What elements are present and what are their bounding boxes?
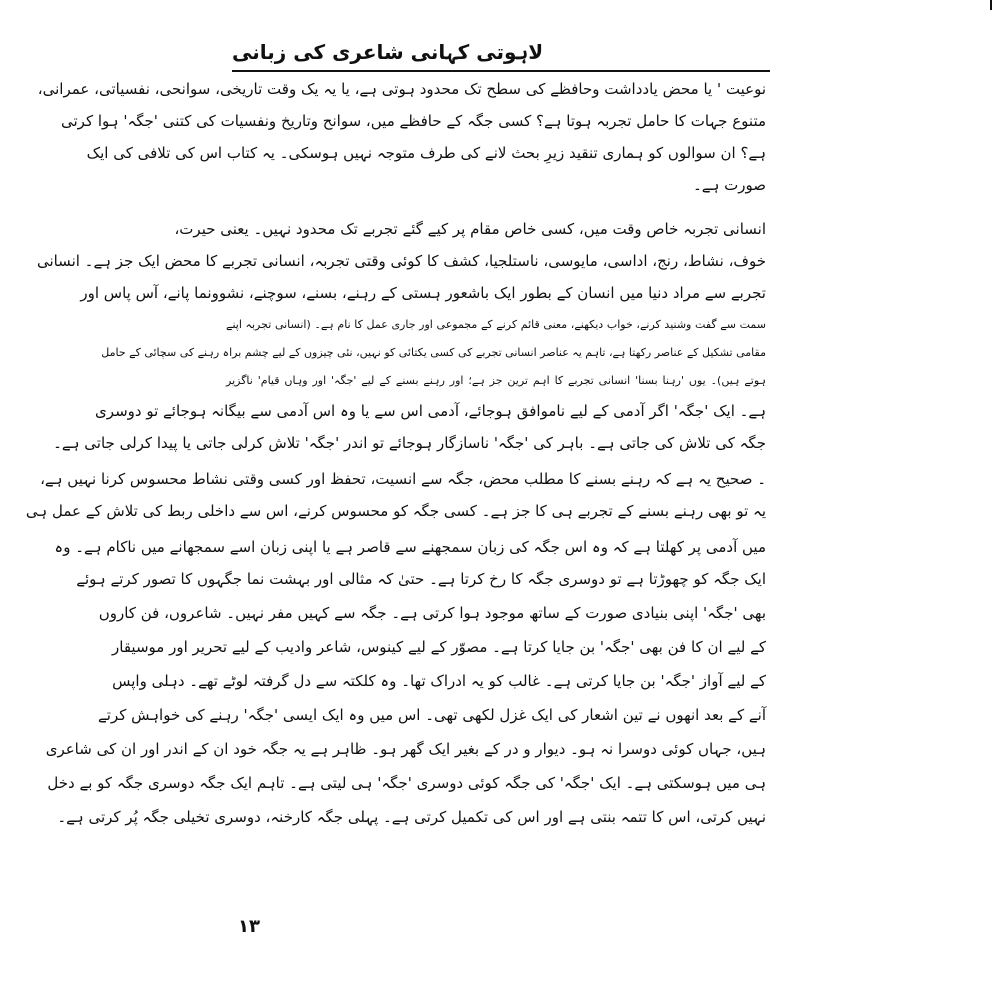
body-text <box>25 76 766 896</box>
page-number: ۱۳ <box>238 916 260 937</box>
corner-mark <box>990 0 992 10</box>
text-line: ہی میں ہوسکتی ہے۔ ایک 'جگہ' کی جگہ کوئی دوسری 'جگہ' ہی لیتی ہے۔ تاہم ایک جگہ دوسری جگہ کو بے دخل <box>47 774 766 792</box>
text-line: ۔ صحیح یہ ہے کہ رہنے بسنے کا مطلب محض، جگہ سے انسیت، تحفظ اور کسی وقتی نشاط محسوس کرنا نہیں ہے، <box>40 470 766 488</box>
text-line: بھی 'جگہ' اپنی بنیادی صورت کے ساتھ موجود ہوا کرتی ہے۔ جگہ سے کہیں مفر نہیں۔ شاعروں، فن کاروں <box>98 604 766 622</box>
text-line: ہوتے ہیں)۔ یوں 'رہنا بسنا' انسانی تجربے کا اہم ترین جز ہے؛ اور رہنے بسنے کے لیے 'جگہ' اور وہاں قیام' ناگزیر <box>226 374 766 387</box>
text-line: جگہ کی تلاش کی جاتی ہے۔ باہر کی 'جگہ' ناسازگار ہوجائے تو اندر 'جگہ' تلاش کرلی جاتی یا پیدا کرلی جاتی ہے۔ <box>53 434 766 452</box>
text-line: ہے؟ ان سوالوں کو ہماری تنقید زیرِ بحث لانے کی طرف متوجہ نہیں ہوسکی۔ یہ کتاب اس کی تلافی کی ایک <box>86 144 766 162</box>
running-head <box>232 36 770 72</box>
text-line: کے لیے آواز 'جگہ' بن جایا کرتی ہے۔ غالب کو یہ ادراک تھا۔ وہ کلکتہ سے دل گرفتہ لوٹے تھے۔ دہلی واپس <box>112 672 766 690</box>
text-line: میں آدمی پر کھلتا ہے کہ وہ اس جگہ کی زبان سمجھنے سے قاصر ہے یا اپنی زبان اسے سمجھانے میں ناکام ہے۔ وہ <box>54 538 766 556</box>
text-line: آنے کے بعد انھوں نے تین اشعار کی ایک غزل لکھی تھی۔ اس میں وہ ایک ایسی 'جگہ' رہنے کی خواہش کرتے <box>98 706 766 724</box>
text-line: متنوع جہات کا حامل تجربہ ہوتا ہے؟ کسی جگہ کے حافظے میں، سوانح وتاریخ ونفسیات کی کتنی 'جگہ' ہوا کرتی <box>61 112 766 130</box>
text-line: یہ تو بھی رہنے بسنے کے تجربے ہی کا جز ہے۔ کسی جگہ کو محسوس کرنے، اس سے داخلی ربط کی تلاش کے عمل ہی <box>25 502 766 520</box>
text-line: نوعیت ' یا محض یادداشت وحافظے کی سطح تک محدود ہوتی ہے، یا یہ یک وقت تاریخی، سوانحی، نفسیاتی، عمرانی، <box>37 80 766 98</box>
text-line: انسانی تجربہ خاص وقت میں، کسی خاص مقام پر کیے گئے تجربے تک محدود نہیں۔ یعنی حیرت، <box>174 220 766 238</box>
text-line: تجربے سے مراد دنیا میں انسان کے بطور ایک باشعور ہستی کے رہنے، بسنے، سوچنے، نشوونما پانے، آس پاس اور <box>80 284 766 302</box>
text-line: صورت ہے۔ <box>693 176 766 194</box>
text-line: نہیں کرتی، اس کا تتمہ بنتی ہے اور اس کی تکمیل کرتی ہے۔ پہلی جگہ کارخنہ، دوسری تخیلی جگہ پُر کرتی ہے۔ <box>57 808 766 826</box>
text-line: ہیں، جہاں کوئی دوسرا نہ ہو۔ دیوار و در کے بغیر ایک گھر ہو۔ ظاہر ہے یہ جگہ خود ان کے اندر اور ان کی شاعری <box>45 740 766 758</box>
text-line: مقامی تشکیل کے عناصر رکھتا ہے، تاہم یہ عناصر انسانی تجربے کی کسی یکتائی کو نہیں، نئی چیزوں کے لیے چشم براہ رہنے کی سچائی کے حامل <box>101 346 766 359</box>
text-line: ہے۔ ایک 'جگہ' اگر آدمی کے لیے ناموافق ہوجائے، آدمی اس سے یا وہ اس آدمی سے بیگانہ ہوجائے تو دوسری <box>95 402 766 420</box>
text-line: کے لیے ان کا فن بھی 'جگہ' بن جایا کرتا ہے۔ مصوّر کے لیے کینوس، شاعر وادیب کے لیے تحریر اور موسیقار <box>112 638 766 656</box>
text-line: سمت سے گفت وشنید کرنے، خواب دیکھنے، معنی قائم کرنے کے مجموعی اور جاری عمل کا نام ہے۔ (انسانی تجربہ اپنے <box>226 318 766 331</box>
text-line: ایک جگہ کو چھوڑتا ہے تو دوسری جگہ کا رخ کرتا ہے۔ حتیٰ کہ مثالی اور بہشت نما جگہوں کا تصور کرتے ہوئے <box>76 570 766 588</box>
running-title: لاہوتی کہانی شاعری کی زبانی <box>232 40 544 64</box>
text-line: خوف، نشاط، رنج، اداسی، مایوسی، ناستلجیا، کشف کا کوئی وقتی تجربہ، انسانی تجربے کا محض ایک جز ہے۔ انسانی <box>36 252 766 270</box>
